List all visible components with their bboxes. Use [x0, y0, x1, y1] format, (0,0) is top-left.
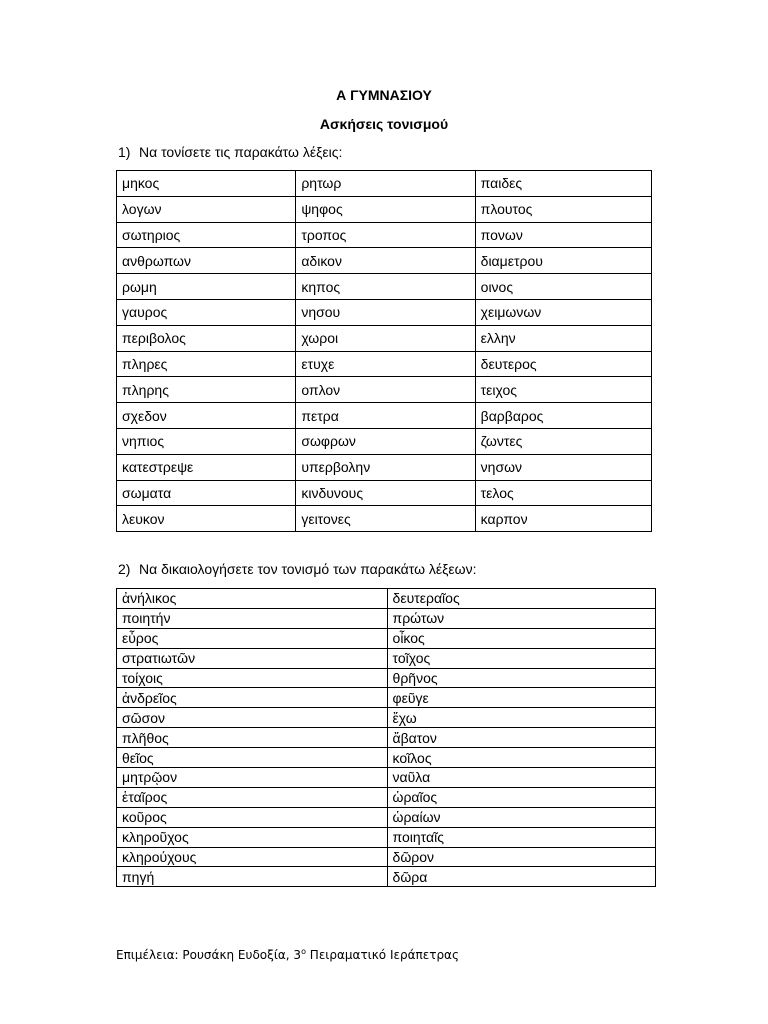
word-cell: στρατιωτῶν [117, 648, 388, 668]
footer-credit-suffix: Πειραματικό Ιεράπετρας [305, 948, 460, 962]
word-cell: πλῆθος [117, 728, 388, 748]
exercise-2-prompt [118, 561, 476, 577]
exercise-2-word-table [116, 588, 656, 887]
word-cell: ψηφος [296, 196, 475, 222]
word-cell: κηπος [296, 274, 475, 300]
word-cell: ὡραίων [387, 807, 655, 827]
table-row [117, 428, 652, 454]
word-cell: θεῖος [117, 748, 388, 768]
exercise-2-text: Να δικαιολογήσετε τον τονισμό των παρακάτω λέξεων: [139, 561, 477, 577]
exercise-2-number: 2) [118, 561, 131, 577]
word-cell: ζωντες [475, 428, 651, 454]
table-row [117, 768, 656, 788]
table-row [117, 867, 656, 887]
table-row [117, 708, 656, 728]
word-cell: ποιηταῖς [387, 827, 655, 847]
footer-credit [116, 947, 459, 962]
word-cell: ποιητήν [117, 608, 388, 628]
word-cell: λογων [117, 196, 296, 222]
word-cell: κινδυνους [296, 480, 475, 506]
word-cell: νησων [475, 454, 651, 480]
word-cell: γαυρος [117, 299, 296, 325]
word-cell: ἄβατον [387, 728, 655, 748]
table-row [117, 608, 656, 628]
table-row [117, 377, 652, 403]
word-cell: πρώτων [387, 608, 655, 628]
word-cell: ρητωρ [296, 171, 475, 197]
exercise-1-word-table [116, 170, 652, 532]
word-cell: ελλην [475, 325, 651, 351]
table-row [117, 403, 652, 429]
table-row [117, 688, 656, 708]
word-cell: κληροῦχος [117, 827, 388, 847]
word-cell: οἶκος [387, 628, 655, 648]
table-row [117, 222, 652, 248]
word-cell: σχεδον [117, 403, 296, 429]
table-row [117, 454, 652, 480]
document-title: Α ΓΥΜΝΑΣΙΟΥ [336, 87, 432, 103]
document-subtitle: Ασκήσεις τονισμού [319, 116, 449, 132]
word-cell: υπερβολην [296, 454, 475, 480]
word-cell: πληρες [117, 351, 296, 377]
word-cell: ἀνδρεῖος [117, 688, 388, 708]
table-row [117, 748, 656, 768]
word-cell: ναῦλα [387, 768, 655, 788]
word-cell: δευτερος [475, 351, 651, 377]
word-cell: φεῦγε [387, 688, 655, 708]
word-cell: δῶρον [387, 847, 655, 867]
word-cell: περιβολος [117, 325, 296, 351]
word-cell: αδικον [296, 248, 475, 274]
word-cell: σῶσον [117, 708, 388, 728]
exercise-1-number: 1) [118, 144, 131, 160]
word-cell: παιδες [475, 171, 651, 197]
word-cell: γειτονες [296, 506, 475, 532]
word-cell: ανθρωπων [117, 248, 296, 274]
word-cell: πληρης [117, 377, 296, 403]
word-cell: κοῦρος [117, 807, 388, 827]
footer-credit-prefix: Επιμέλεια: Ρουσάκη Ευδοξία, 3 [116, 948, 302, 962]
word-cell: ρωμη [117, 274, 296, 300]
word-cell: σωτηριος [117, 222, 296, 248]
table-row [117, 827, 656, 847]
word-cell: κοῖλος [387, 748, 655, 768]
table-row [117, 787, 656, 807]
table-row [117, 274, 652, 300]
table-row [117, 196, 652, 222]
word-cell: τειχος [475, 377, 651, 403]
word-cell: τοίχοις [117, 668, 388, 688]
word-cell: οπλον [296, 377, 475, 403]
word-cell: τροπος [296, 222, 475, 248]
word-cell: οινος [475, 274, 651, 300]
word-cell: πονων [475, 222, 651, 248]
word-cell: δῶρα [387, 867, 655, 887]
table-row [117, 248, 652, 274]
word-cell: κληρούχους [117, 847, 388, 867]
word-cell: χειμωνων [475, 299, 651, 325]
footer-credit-superscript: ο [301, 947, 306, 956]
word-cell: ὡραῖος [387, 787, 655, 807]
word-cell: ἀνήλικος [117, 589, 388, 609]
table-row [117, 628, 656, 648]
table-row [117, 480, 652, 506]
exercise-1-prompt [118, 144, 342, 160]
word-cell: θρῆνος [387, 668, 655, 688]
table-row [117, 351, 652, 377]
word-cell: νηπιος [117, 428, 296, 454]
table-row [117, 728, 656, 748]
word-cell: χωροι [296, 325, 475, 351]
table-row [117, 299, 652, 325]
table-row [117, 171, 652, 197]
word-cell: εὖρος [117, 628, 388, 648]
word-cell: ἔχω [387, 708, 655, 728]
table-row [117, 506, 652, 532]
word-cell: τελος [475, 480, 651, 506]
table-row [117, 847, 656, 867]
word-cell: καρπον [475, 506, 651, 532]
word-cell: διαμετρου [475, 248, 651, 274]
word-cell: πηγή [117, 867, 388, 887]
word-cell: ἑταῖρος [117, 787, 388, 807]
table-row [117, 668, 656, 688]
table-row [117, 589, 656, 609]
table-row [117, 807, 656, 827]
word-cell: τοῖχος [387, 648, 655, 668]
table-row [117, 325, 652, 351]
word-cell: λευκον [117, 506, 296, 532]
word-cell: σωφρων [296, 428, 475, 454]
word-cell: βαρβαρος [475, 403, 651, 429]
table-row [117, 648, 656, 668]
word-cell: σωματα [117, 480, 296, 506]
exercise-1-text: Να τονίσετε τις παρακάτω λέξεις: [139, 144, 343, 160]
word-cell: πλουτος [475, 196, 651, 222]
word-cell: ετυχε [296, 351, 475, 377]
word-cell: πετρα [296, 403, 475, 429]
word-cell: μηκος [117, 171, 296, 197]
word-cell: μητρῷον [117, 768, 388, 788]
word-cell: νησου [296, 299, 475, 325]
word-cell: δευτεραῖος [387, 589, 655, 609]
word-cell: κατεστρεψε [117, 454, 296, 480]
